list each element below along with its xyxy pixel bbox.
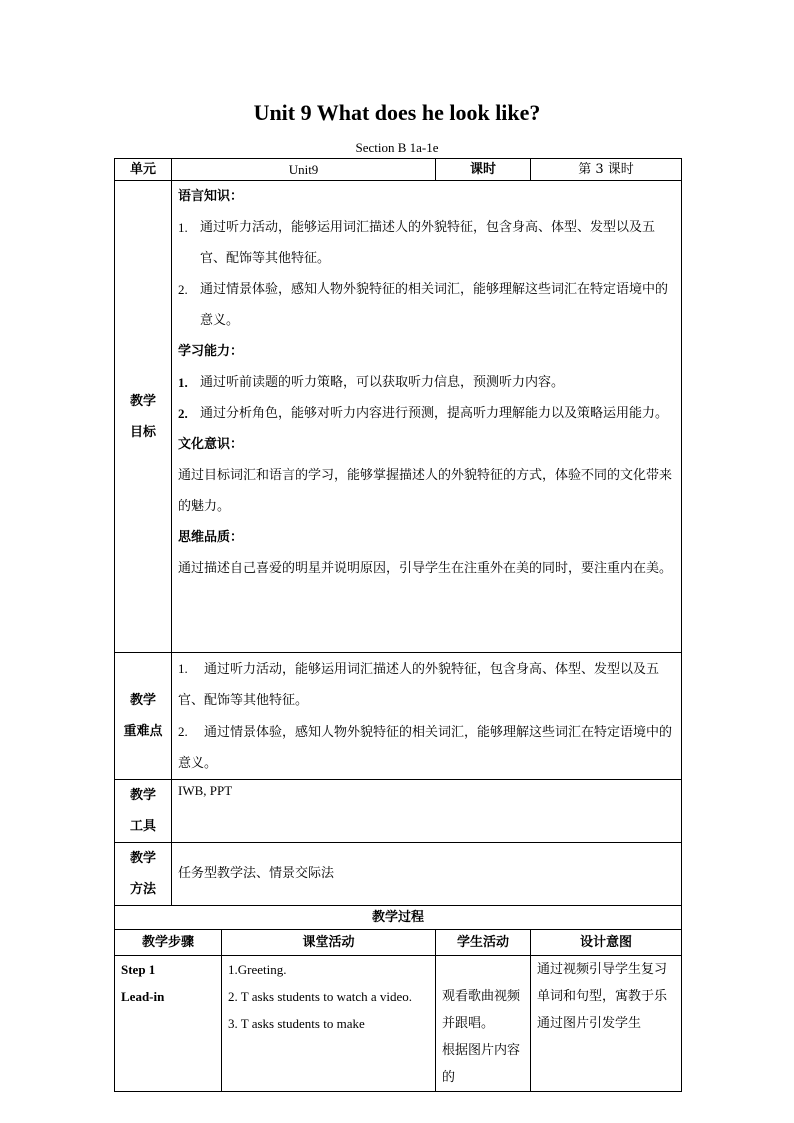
item-number: 1. [178, 375, 188, 390]
process-columns-row [115, 930, 682, 956]
key-point-1 [178, 653, 675, 716]
period-label: 课时 [436, 159, 531, 181]
key-points-content [172, 653, 682, 780]
item-text: 通过情景体验，感知人物外貌特征的相关词汇，能够理解这些词汇在特定语境中的意义。 [178, 725, 673, 771]
item-text: 通过听前读题的听力策略，可以获取听力信息，预测听力内容。 [200, 375, 565, 390]
unit-label: 单元 [115, 159, 172, 181]
design-intent-line: 通过视频引导学生复习单词和句型，寓教于乐 [537, 962, 668, 1004]
design-intent-line: 通过图片引发学生 [537, 1016, 642, 1031]
tools-row [115, 780, 682, 843]
language-knowledge-heading: 语言知识： [178, 189, 244, 204]
thinking-quality-heading: 思维品质： [178, 530, 244, 545]
unit-value: Unit9 [172, 159, 436, 181]
student-activity [436, 956, 531, 1092]
document-subtitle: Section B 1a-1e [355, 140, 439, 155]
column-header-student: 学生活动 [436, 930, 531, 956]
language-item-1 [178, 212, 675, 274]
item-text: 通过听力活动，能够运用词汇描述人的外貌特征，包含身高、体型、发型以及五官、配饰等其他特征。 [200, 220, 656, 266]
student-activity-line: 观看歌曲视频并跟唱。 [442, 989, 521, 1031]
classroom-activity [222, 956, 436, 1092]
item-number: 1. [178, 661, 188, 676]
methods-row [115, 843, 682, 906]
tools-label: 教学 工具 [115, 780, 172, 843]
item-number: 2. [178, 724, 188, 739]
item-number: 2. [178, 282, 188, 297]
item-text: 通过分析角色，能够对听力内容进行预测，提高听力理解能力以及策略运用能力。 [200, 406, 669, 421]
document-title: Unit 9 What does he look like? [253, 100, 541, 125]
activity-line: 1.Greeting. [228, 962, 287, 977]
learning-ability-heading: 学习能力： [178, 344, 244, 359]
column-header-step: 教学步骤 [115, 930, 222, 956]
objectives-content [172, 181, 682, 653]
ability-item-1 [178, 367, 675, 398]
item-text: 通过听力活动，能够运用词汇描述人的外貌特征，包含身高、体型、发型以及五官、配饰等其他特征。 [178, 662, 660, 708]
key-point-2 [178, 716, 675, 779]
methods-value: 任务型教学法、情景交际法 [172, 843, 682, 906]
activity-line: 3. T asks students to make [228, 1016, 365, 1031]
activity-line: 2. T asks students to watch a video. [228, 989, 413, 1004]
key-points-row [115, 653, 682, 780]
process-heading-row [115, 906, 682, 930]
key-points-label: 教学 重难点 [115, 653, 172, 780]
objectives-row [115, 181, 682, 653]
language-item-2 [178, 274, 675, 336]
column-header-activity: 课堂活动 [222, 930, 436, 956]
period-value: 第 3 课时 [531, 159, 682, 181]
item-text: 通过情景体验，感知人物外貌特征的相关词汇，能够理解这些词汇在特定语境中的意义。 [200, 282, 669, 328]
methods-label: 教学 方法 [115, 843, 172, 906]
ability-item-2 [178, 398, 675, 429]
lesson-plan-table [114, 158, 682, 1092]
process-row-step-1 [115, 956, 682, 1092]
process-heading: 教学过程 [115, 906, 682, 930]
design-intent [531, 956, 682, 1092]
thinking-quality-text: 通过描述自己喜爱的明星并说明原因，引导学生在注重外在美的同时，要注重内在美。 [178, 561, 673, 576]
item-number: 2. [178, 406, 188, 421]
column-header-intent: 设计意图 [531, 930, 682, 956]
item-number: 1. [178, 220, 188, 235]
unit-info-row [115, 159, 682, 181]
cultural-awareness-heading: 文化意识： [178, 437, 244, 452]
step-name: Step 1 Lead-in [115, 956, 222, 1092]
objectives-label: 教学 目标 [115, 181, 172, 653]
cultural-awareness-text: 通过目标词汇和语言的学习，能够掌握描述人的外貌特征的方式，体验不同的文化带来的魅力。 [178, 468, 673, 514]
tools-value: IWB, PPT [172, 780, 682, 843]
student-activity-line: 根据图片内容的 [442, 1043, 521, 1085]
